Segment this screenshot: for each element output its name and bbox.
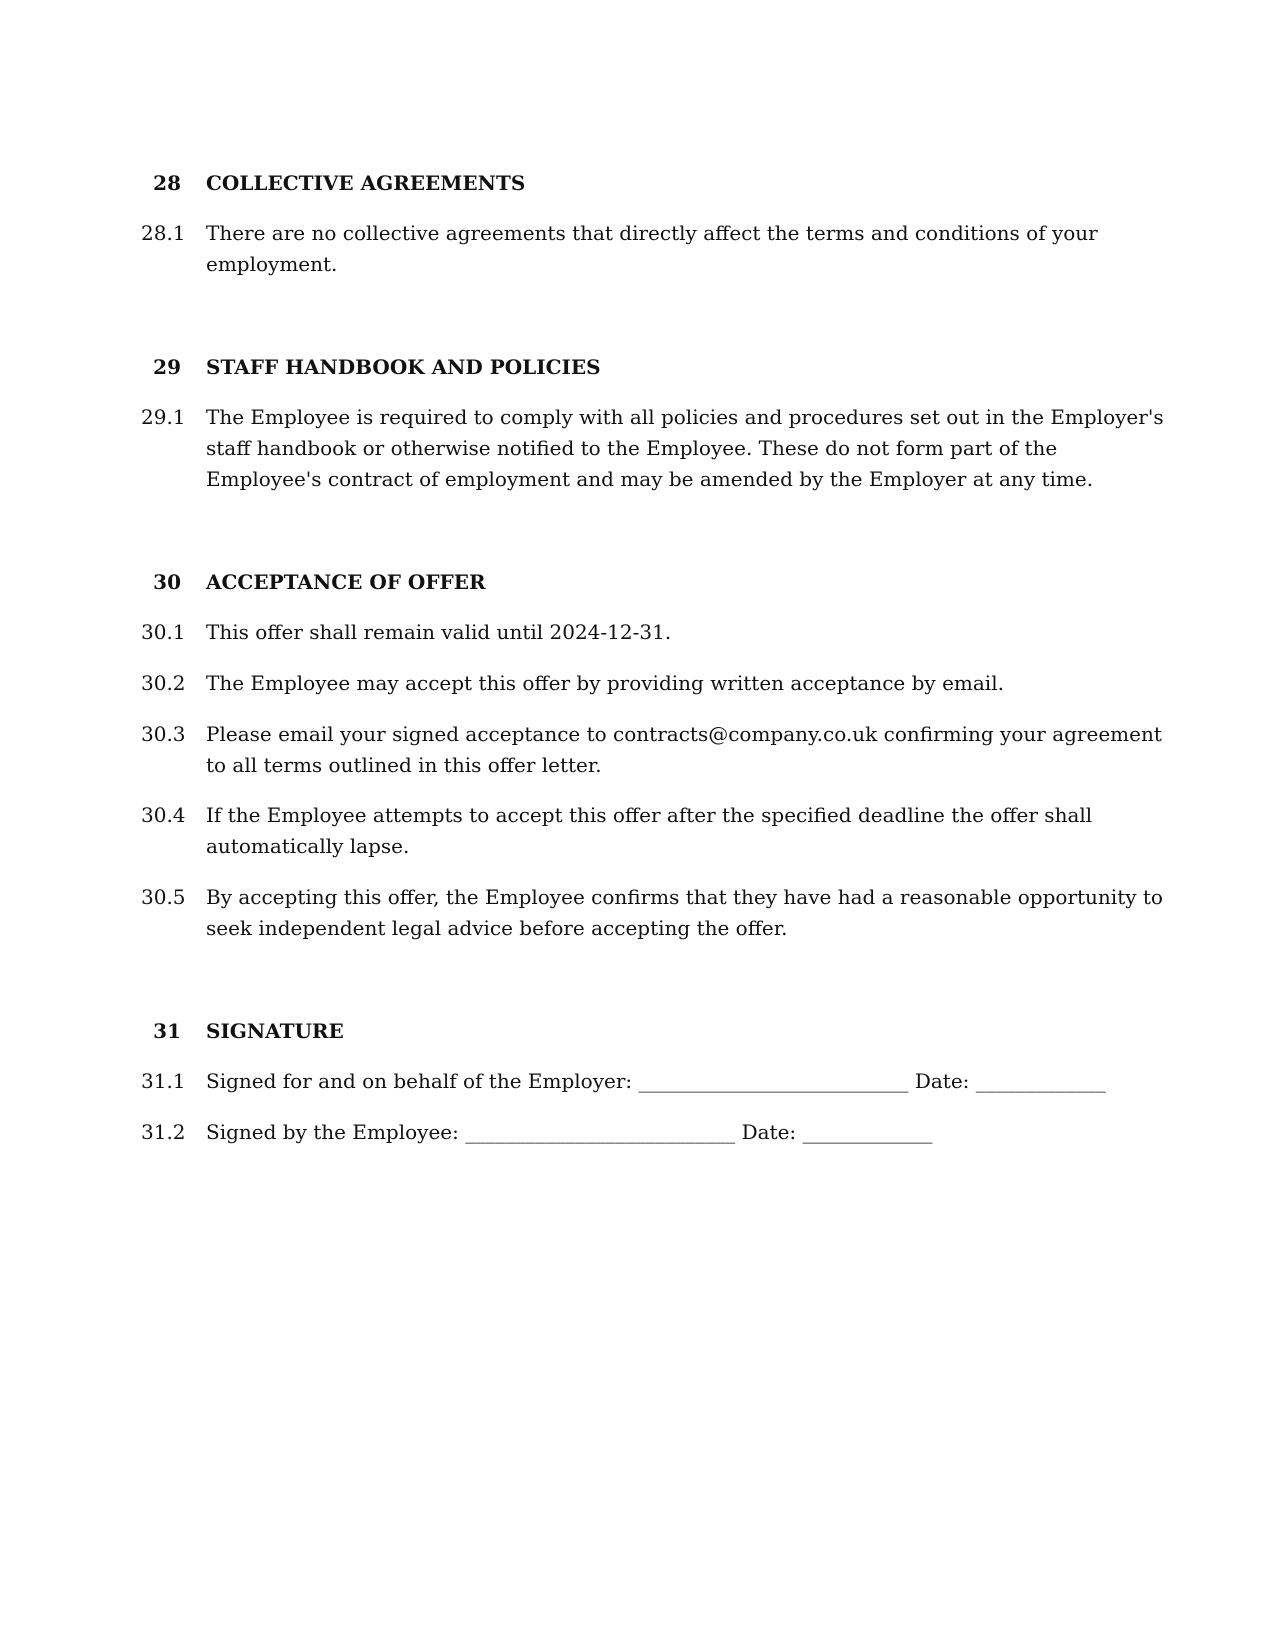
clause-text xyxy=(206,800,1146,862)
clause-text xyxy=(206,668,1146,699)
clause-line: The Employee may accept this offer by providing written acceptance by email. xyxy=(206,671,1004,695)
section-title: COLLECTIVE AGREEMENTS xyxy=(206,171,526,195)
section-heading-30 xyxy=(0,567,1275,597)
clause-line: to all terms outlined in this offer letter. xyxy=(206,753,602,777)
clause-text xyxy=(206,1117,1146,1148)
section-title: ACCEPTANCE OF OFFER xyxy=(206,570,486,594)
section-number: 31 xyxy=(153,1019,181,1043)
section-number: 30 xyxy=(153,570,181,594)
section-heading-29 xyxy=(0,352,1275,382)
clause-text xyxy=(206,402,1164,495)
clause-line: Employee's contract of employment and may be amended by the Employer at any time. xyxy=(206,467,1094,491)
section-title: STAFF HANDBOOK AND POLICIES xyxy=(206,355,601,379)
clause-text xyxy=(206,882,1163,944)
clause-line: This offer shall remain valid until 2024-12-31. xyxy=(206,620,672,644)
clause-number: 30.3 xyxy=(141,722,186,746)
clause-number: 30.2 xyxy=(141,671,186,695)
clause-number: 30.1 xyxy=(141,620,186,644)
employee-signature-line: Signed by the Employee: ___________________________ Date: _____________ xyxy=(206,1120,933,1144)
clause-text xyxy=(206,719,1162,781)
section-title: SIGNATURE xyxy=(206,1019,344,1043)
clause-line: Please email your signed acceptance to contracts@company.co.uk confirming your agreement xyxy=(206,722,1162,746)
section-heading-28 xyxy=(0,168,1275,198)
clause-line: employment. xyxy=(206,252,338,276)
clause-number: 28.1 xyxy=(141,221,186,245)
clause-line: The Employee is required to comply with all policies and procedures set out in the Employer's xyxy=(206,405,1164,429)
clause-text xyxy=(206,218,1146,280)
clause-number: 29.1 xyxy=(141,405,186,429)
clause-number: 30.4 xyxy=(141,803,186,827)
clause-line: automatically lapse. xyxy=(206,834,410,858)
clause-line: If the Employee attempts to accept this offer after the specified deadline the offer shall xyxy=(206,803,1093,827)
clause-text xyxy=(206,617,1146,648)
clause-line: staff handbook or otherwise notified to the Employee. These do not form part of the xyxy=(206,436,1058,460)
clause-line: There are no collective agreements that directly affect the terms and conditions of your xyxy=(206,221,1098,245)
section-number: 28 xyxy=(153,171,181,195)
clause-number: 31.1 xyxy=(141,1069,186,1093)
clause-number: 30.5 xyxy=(141,885,186,909)
clause-line: seek independent legal advice before accepting the offer. xyxy=(206,916,788,940)
clause-line: By accepting this offer, the Employee confirms that they have had a reasonable opportunity to xyxy=(206,885,1163,909)
clause-number: 31.2 xyxy=(141,1120,186,1144)
section-number: 29 xyxy=(153,355,181,379)
employer-signature-line: Signed for and on behalf of the Employer: ___________________________ Date: _____________ xyxy=(206,1069,1106,1093)
clause-text xyxy=(206,1066,1146,1097)
section-heading-31 xyxy=(0,1016,1275,1046)
